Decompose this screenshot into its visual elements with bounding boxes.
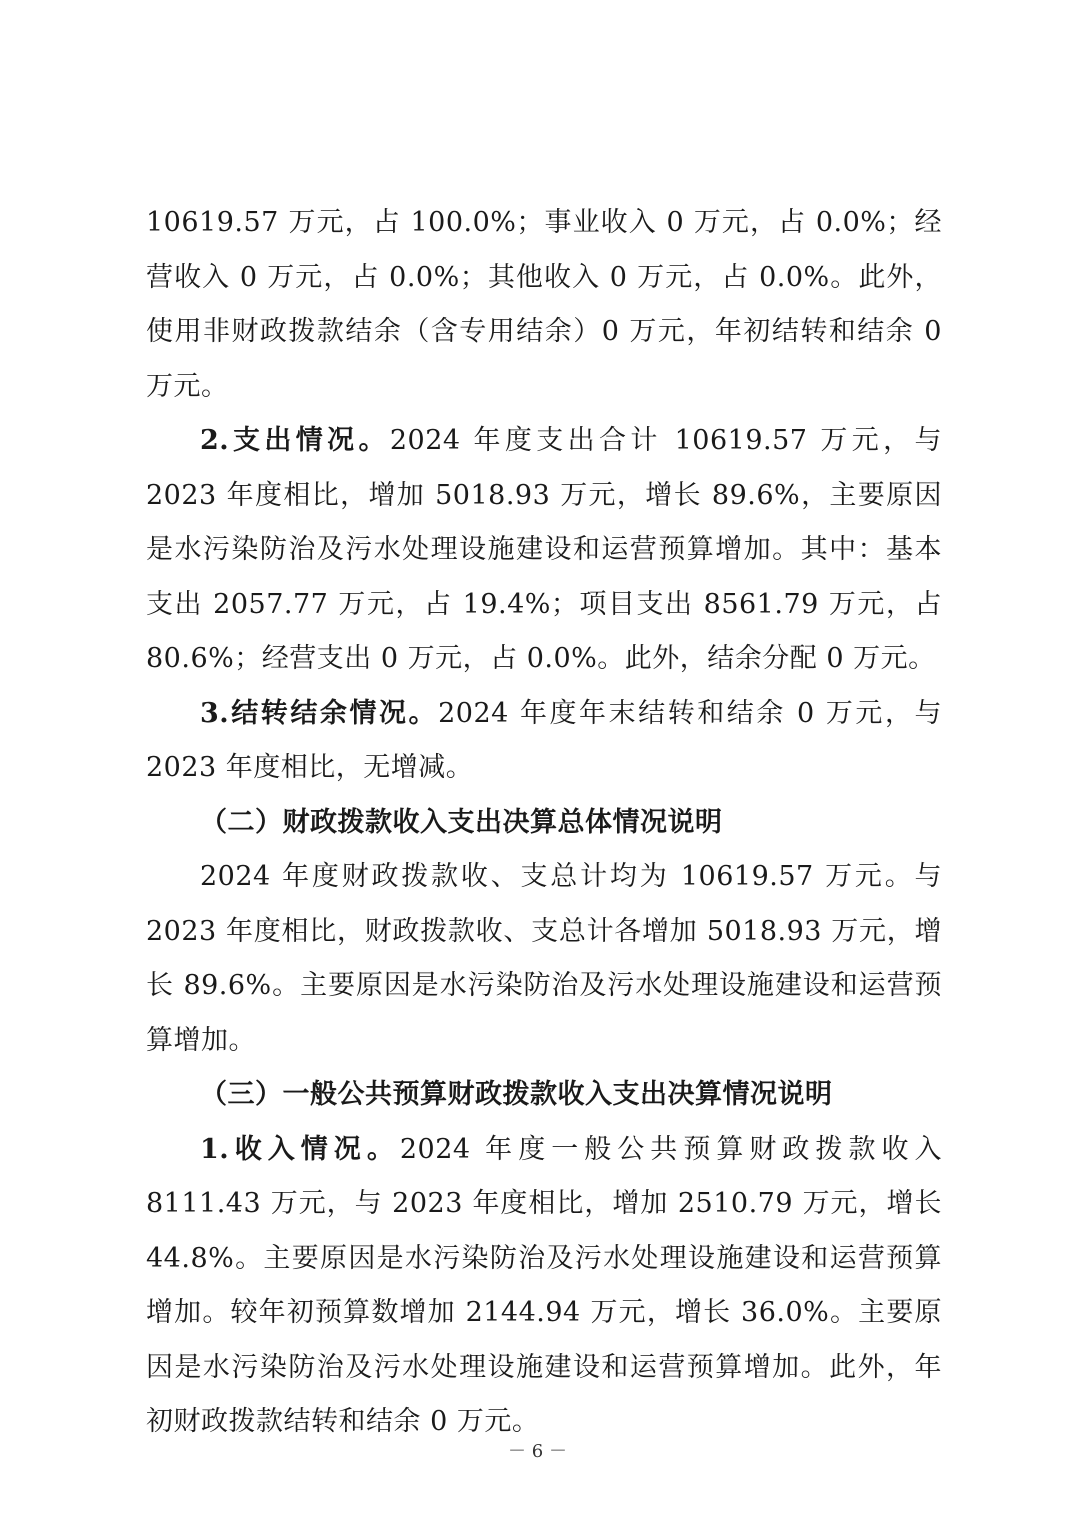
paragraph-lead: 2.支出情况。 [200,425,390,456]
document-body [146,196,942,1450]
paragraph-lead: 3.结转结余情况。 [200,697,439,729]
paragraph-text: 2024 年度支出合计 10619.57 万元，与 2023 年度相比，增加 5018.93 万元，增长 89.6%，主要原因是水污染防治及污水处理设施建设和运营预算增加。其中：基本支出 2057.77 万元，占 19.4%；项目支出 8561.79 万元，占 80.6%；经营支出 0 万元，占 0.0%。此外，结余分配 0 万元。 [146,425,942,674]
paragraph-general-budget-income [146,1123,942,1450]
paragraph-income-continued [146,196,942,414]
section-heading-3: （三）一般公共预算财政拨款收入支出决算情况说明 [200,1079,833,1110]
paragraph-text: 10619.57 万元，占 100.0%；事业收入 0 万元，占 0.0%；经营收入 0 万元，占 0.0%；其他收入 0 万元，占 0.0%。此外，使用非财政拨款结余（含专用结余）0 万元，年初结转和结余 0 万元。 [146,207,942,402]
section-heading-2: （二）财政拨款收入支出决算总体情况说明 [200,806,723,838]
paragraph-text: 2024 年度年末结转和结余 0 万元，与 2023 年度相比，无增减。 [146,697,943,783]
paragraph-carryover [146,687,942,796]
paragraph-fiscal-total [146,850,942,1068]
paragraph-lead: 1.收入情况。 [200,1133,400,1165]
paragraph-expenditure [146,414,942,687]
paragraph-text: 2024 年度财政拨款收、支总计均为 10619.57 万元。与 2023 年度相比，财政拨款收、支总计各增加 5018.93 万元，增长 89.6%。主要原因是水污染防治及污水处理设施建设和运营预算增加。 [146,861,942,1056]
paragraph-text: 2024 年度一般公共预算财政拨款收入 8111.43 万元，与 2023 年度相比，增加 2510.79 万元，增长 44.8%。主要原因是水污染防治及污水处理设施建设和运营预算增加。较年初预算数增加 2144.94 万元，增长 36.0%。主要原因是水污染防治及污水处理设施建设和运营预算增加。此外，年初财政拨款结转和结余 0 万元。 [146,1133,942,1437]
page-number: － 6 － [508,1441,567,1462]
